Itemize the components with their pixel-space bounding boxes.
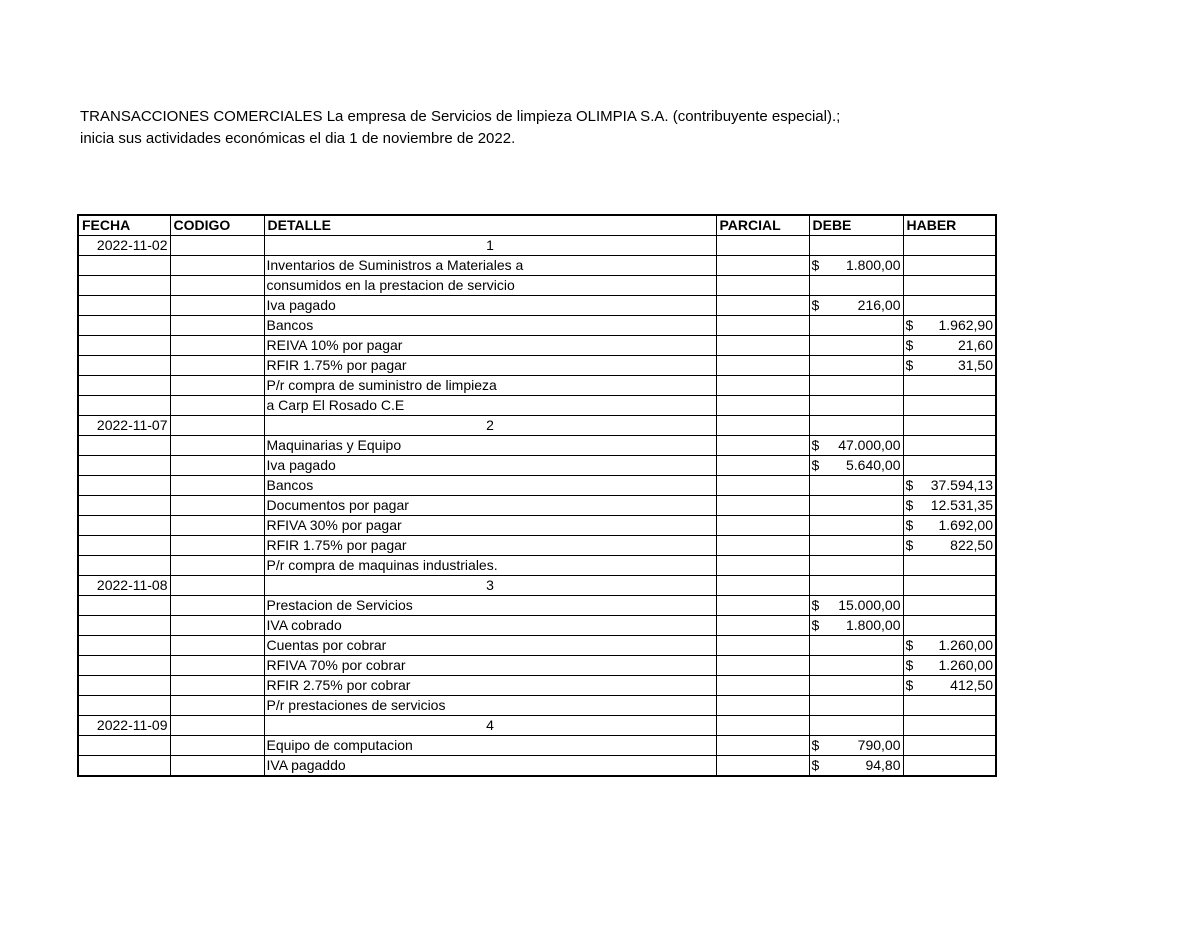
debe-amount: [812, 616, 901, 635]
cell-debe: [809, 736, 903, 756]
cell-parcial: [716, 716, 809, 736]
cell-debe: [809, 276, 903, 296]
cell-haber: [903, 276, 996, 296]
cell-haber: [903, 696, 996, 716]
cell-haber: [903, 536, 996, 556]
cell-parcial: [716, 756, 809, 777]
cell-codigo: [170, 296, 264, 316]
cell-haber: [903, 356, 996, 376]
cell-parcial: [716, 476, 809, 496]
document-intro: [80, 106, 840, 150]
cell-fecha: [78, 316, 170, 336]
haber-amount: [906, 336, 994, 355]
cell-parcial: [716, 436, 809, 456]
haber-value: 1.260,00: [938, 637, 993, 653]
cell-detalle: Iva pagado: [264, 296, 716, 316]
cell-codigo: [170, 416, 264, 436]
haber-value: 1.962,90: [938, 317, 993, 333]
cell-entry-number: 2: [264, 416, 716, 436]
cell-haber: [903, 596, 996, 616]
header-parcial: PARCIAL: [716, 215, 809, 236]
cell-fecha: [78, 296, 170, 316]
cell-fecha: [78, 756, 170, 777]
cell-detalle: RFIR 2.75% por cobrar: [264, 676, 716, 696]
haber-value: 12.531,35: [930, 497, 993, 513]
debe-value: 15.000,00: [838, 597, 901, 613]
cell-parcial: [716, 516, 809, 536]
currency-symbol: $: [905, 677, 914, 693]
cell-codigo: [170, 236, 264, 256]
haber-value: 37.594,13: [930, 477, 993, 493]
cell-detalle: RFIR 1.75% por pagar: [264, 356, 716, 376]
cell-fecha: [78, 436, 170, 456]
haber-value: 822,50: [950, 537, 993, 553]
table-row: [78, 456, 996, 476]
cell-debe: [809, 636, 903, 656]
table-row: [78, 656, 996, 676]
haber-amount: [906, 536, 994, 555]
cell-detalle: IVA cobrado: [264, 616, 716, 636]
cell-debe: [809, 436, 903, 456]
table-row: [78, 256, 996, 276]
cell-haber: [903, 676, 996, 696]
debe-amount: [812, 256, 901, 275]
currency-symbol: $: [905, 357, 914, 373]
cell-haber: [903, 756, 996, 777]
debe-value: 1.800,00: [846, 257, 901, 273]
currency-symbol: $: [905, 477, 914, 493]
table-row: [78, 436, 996, 456]
header-fecha: FECHA: [78, 215, 170, 236]
currency-symbol: $: [905, 537, 914, 553]
cell-detalle: Equipo de computacion: [264, 736, 716, 756]
table-header-row: [78, 215, 996, 236]
currency-symbol: $: [905, 657, 914, 673]
table-row: [78, 396, 996, 416]
cell-fecha: 2022-11-08: [78, 576, 170, 596]
currency-symbol: $: [811, 737, 820, 753]
cell-detalle: consumidos en la prestacion de servicio: [264, 276, 716, 296]
cell-fecha: [78, 336, 170, 356]
cell-detalle: Iva pagado: [264, 456, 716, 476]
cell-fecha: [78, 536, 170, 556]
cell-codigo: [170, 316, 264, 336]
haber-value: 1.260,00: [938, 657, 993, 673]
table-body: [78, 236, 996, 777]
cell-parcial: [716, 256, 809, 276]
table-row: [78, 556, 996, 576]
cell-parcial: [716, 336, 809, 356]
cell-haber: [903, 496, 996, 516]
haber-value: 31,50: [957, 357, 993, 373]
haber-amount: [906, 316, 994, 335]
cell-haber: [903, 476, 996, 496]
cell-fecha: [78, 376, 170, 396]
cell-haber: [903, 316, 996, 336]
cell-parcial: [716, 276, 809, 296]
cell-haber: [903, 736, 996, 756]
currency-symbol: $: [811, 757, 820, 773]
cell-codigo: [170, 756, 264, 777]
cell-haber: [903, 236, 996, 256]
currency-symbol: $: [811, 457, 820, 473]
cell-fecha: [78, 736, 170, 756]
table-row: [78, 356, 996, 376]
cell-fecha: 2022-11-09: [78, 716, 170, 736]
cell-parcial: [716, 236, 809, 256]
cell-debe: [809, 456, 903, 476]
cell-codigo: [170, 716, 264, 736]
cell-fecha: [78, 656, 170, 676]
cell-codigo: [170, 516, 264, 536]
haber-amount: [906, 476, 994, 495]
currency-symbol: $: [905, 637, 914, 653]
cell-parcial: [716, 576, 809, 596]
header-debe: DEBE: [809, 215, 903, 236]
cell-haber: [903, 516, 996, 536]
currency-symbol: $: [811, 597, 820, 613]
cell-parcial: [716, 556, 809, 576]
cell-codigo: [170, 636, 264, 656]
cell-fecha: [78, 556, 170, 576]
cell-codigo: [170, 256, 264, 276]
cell-haber: [903, 396, 996, 416]
cell-codigo: [170, 656, 264, 676]
table-row: [78, 736, 996, 756]
cell-detalle: Maquinarias y Equipo: [264, 436, 716, 456]
cell-parcial: [716, 596, 809, 616]
cell-codigo: [170, 336, 264, 356]
cell-parcial: [716, 536, 809, 556]
cell-parcial: [716, 456, 809, 476]
intro-line-2: inicia sus actividades económicas el dia 1 de noviembre de 2022.: [80, 130, 516, 147]
cell-parcial: [716, 636, 809, 656]
haber-value: 1.692,00: [938, 517, 993, 533]
haber-amount: [906, 656, 994, 675]
cell-debe: [809, 336, 903, 356]
table-row: [78, 416, 996, 436]
cell-debe: [809, 256, 903, 276]
cell-debe: [809, 396, 903, 416]
cell-codigo: [170, 496, 264, 516]
cell-debe: [809, 656, 903, 676]
table-row: [78, 696, 996, 716]
cell-debe: [809, 316, 903, 336]
cell-detalle: Documentos por pagar: [264, 496, 716, 516]
cell-codigo: [170, 436, 264, 456]
haber-amount: [906, 356, 994, 375]
debe-amount: [812, 436, 901, 455]
cell-detalle: P/r prestaciones de servicios: [264, 696, 716, 716]
currency-symbol: $: [905, 497, 914, 513]
cell-detalle: P/r compra de maquinas industriales.: [264, 556, 716, 576]
cell-haber: [903, 656, 996, 676]
cell-fecha: [78, 476, 170, 496]
cell-debe: [809, 236, 903, 256]
cell-detalle: a Carp El Rosado C.E: [264, 396, 716, 416]
cell-parcial: [716, 696, 809, 716]
debe-value: 790,00: [857, 737, 901, 753]
table-row: [78, 576, 996, 596]
haber-value: 21,60: [957, 337, 993, 353]
cell-fecha: [78, 636, 170, 656]
cell-entry-number: 3: [264, 576, 716, 596]
cell-codigo: [170, 676, 264, 696]
cell-codigo: [170, 696, 264, 716]
debe-value: 5.640,00: [846, 457, 901, 473]
cell-haber: [903, 416, 996, 436]
cell-detalle: REIVA 10% por pagar: [264, 336, 716, 356]
cell-fecha: [78, 256, 170, 276]
haber-amount: [906, 496, 994, 515]
table-row: [78, 336, 996, 356]
cell-detalle: RFIVA 70% por cobrar: [264, 656, 716, 676]
table-row: [78, 476, 996, 496]
cell-haber: [903, 556, 996, 576]
cell-parcial: [716, 396, 809, 416]
cell-debe: [809, 416, 903, 436]
currency-symbol: $: [905, 517, 914, 533]
table-row: [78, 516, 996, 536]
table-row: [78, 276, 996, 296]
cell-parcial: [716, 296, 809, 316]
cell-codigo: [170, 356, 264, 376]
debe-value: 47.000,00: [838, 437, 901, 453]
cell-haber: [903, 616, 996, 636]
currency-symbol: $: [811, 297, 820, 313]
cell-fecha: 2022-11-02: [78, 236, 170, 256]
cell-debe: [809, 596, 903, 616]
cell-fecha: [78, 396, 170, 416]
table-row: [78, 716, 996, 736]
cell-haber: [903, 296, 996, 316]
cell-debe: [809, 716, 903, 736]
cell-codigo: [170, 476, 264, 496]
cell-debe: [809, 576, 903, 596]
cell-fecha: 2022-11-07: [78, 416, 170, 436]
debe-amount: [812, 756, 901, 775]
cell-debe: [809, 496, 903, 516]
cell-haber: [903, 456, 996, 476]
cell-detalle: Prestacion de Servicios: [264, 596, 716, 616]
cell-haber: [903, 436, 996, 456]
cell-fecha: [78, 516, 170, 536]
cell-detalle: Bancos: [264, 316, 716, 336]
table-row: [78, 316, 996, 336]
cell-codigo: [170, 576, 264, 596]
cell-detalle: RFIR 1.75% por pagar: [264, 536, 716, 556]
haber-amount: [906, 516, 994, 535]
header-haber: HABER: [903, 215, 996, 236]
currency-symbol: $: [905, 317, 914, 333]
cell-debe: [809, 676, 903, 696]
cell-haber: [903, 576, 996, 596]
haber-amount: [906, 636, 994, 655]
debe-value: 216,00: [857, 297, 901, 313]
cell-codigo: [170, 736, 264, 756]
table-row: [78, 596, 996, 616]
cell-codigo: [170, 596, 264, 616]
debe-amount: [812, 736, 901, 755]
table-row: [78, 236, 996, 256]
table-row: [78, 676, 996, 696]
haber-amount: [906, 676, 994, 695]
currency-symbol: $: [811, 257, 820, 273]
debe-value: 1.800,00: [846, 617, 901, 633]
cell-detalle: Cuentas por cobrar: [264, 636, 716, 656]
cell-detalle: IVA pagaddo: [264, 756, 716, 777]
cell-fecha: [78, 676, 170, 696]
cell-fecha: [78, 596, 170, 616]
cell-entry-number: 1: [264, 236, 716, 256]
cell-fecha: [78, 496, 170, 516]
currency-symbol: $: [811, 617, 820, 633]
cell-parcial: [716, 616, 809, 636]
debe-amount: [812, 596, 901, 615]
cell-codigo: [170, 396, 264, 416]
header-codigo: CODIGO: [170, 215, 264, 236]
cell-haber: [903, 256, 996, 276]
table-row: [78, 536, 996, 556]
table-row: [78, 636, 996, 656]
cell-parcial: [716, 316, 809, 336]
table-row: [78, 756, 996, 777]
cell-parcial: [716, 736, 809, 756]
cell-codigo: [170, 616, 264, 636]
cell-fecha: [78, 616, 170, 636]
debe-amount: [812, 456, 901, 475]
cell-haber: [903, 636, 996, 656]
cell-debe: [809, 516, 903, 536]
cell-debe: [809, 296, 903, 316]
cell-debe: [809, 696, 903, 716]
cell-parcial: [716, 496, 809, 516]
haber-value: 412,50: [950, 677, 993, 693]
cell-entry-number: 4: [264, 716, 716, 736]
cell-fecha: [78, 696, 170, 716]
cell-haber: [903, 376, 996, 396]
cell-detalle: P/r compra de suministro de limpieza: [264, 376, 716, 396]
cell-parcial: [716, 656, 809, 676]
intro-line-1: TRANSACCIONES COMERCIALES La empresa de Servicios de limpieza OLIMPIA S.A. (contribuyente especial).;: [80, 108, 841, 125]
cell-debe: [809, 356, 903, 376]
debe-amount: [812, 296, 901, 315]
cell-parcial: [716, 676, 809, 696]
table-row: [78, 296, 996, 316]
cell-codigo: [170, 556, 264, 576]
cell-fecha: [78, 276, 170, 296]
cell-codigo: [170, 376, 264, 396]
cell-debe: [809, 556, 903, 576]
debe-value: 94,80: [865, 757, 901, 773]
cell-debe: [809, 476, 903, 496]
cell-codigo: [170, 276, 264, 296]
cell-detalle: Inventarios de Suministros a Materiales a: [264, 256, 716, 276]
cell-parcial: [716, 416, 809, 436]
table-row: [78, 496, 996, 516]
cell-fecha: [78, 356, 170, 376]
cell-parcial: [716, 376, 809, 396]
table-row: [78, 376, 996, 396]
table-row: [78, 616, 996, 636]
currency-symbol: $: [811, 437, 820, 453]
currency-symbol: $: [905, 337, 914, 353]
cell-parcial: [716, 356, 809, 376]
journal-table: [77, 214, 997, 777]
cell-haber: [903, 716, 996, 736]
cell-haber: [903, 336, 996, 356]
cell-debe: [809, 376, 903, 396]
header-detalle: DETALLE: [264, 215, 716, 236]
cell-codigo: [170, 536, 264, 556]
cell-detalle: Bancos: [264, 476, 716, 496]
cell-debe: [809, 616, 903, 636]
cell-fecha: [78, 456, 170, 476]
cell-codigo: [170, 456, 264, 476]
cell-debe: [809, 756, 903, 777]
cell-detalle: RFIVA 30% por pagar: [264, 516, 716, 536]
cell-debe: [809, 536, 903, 556]
